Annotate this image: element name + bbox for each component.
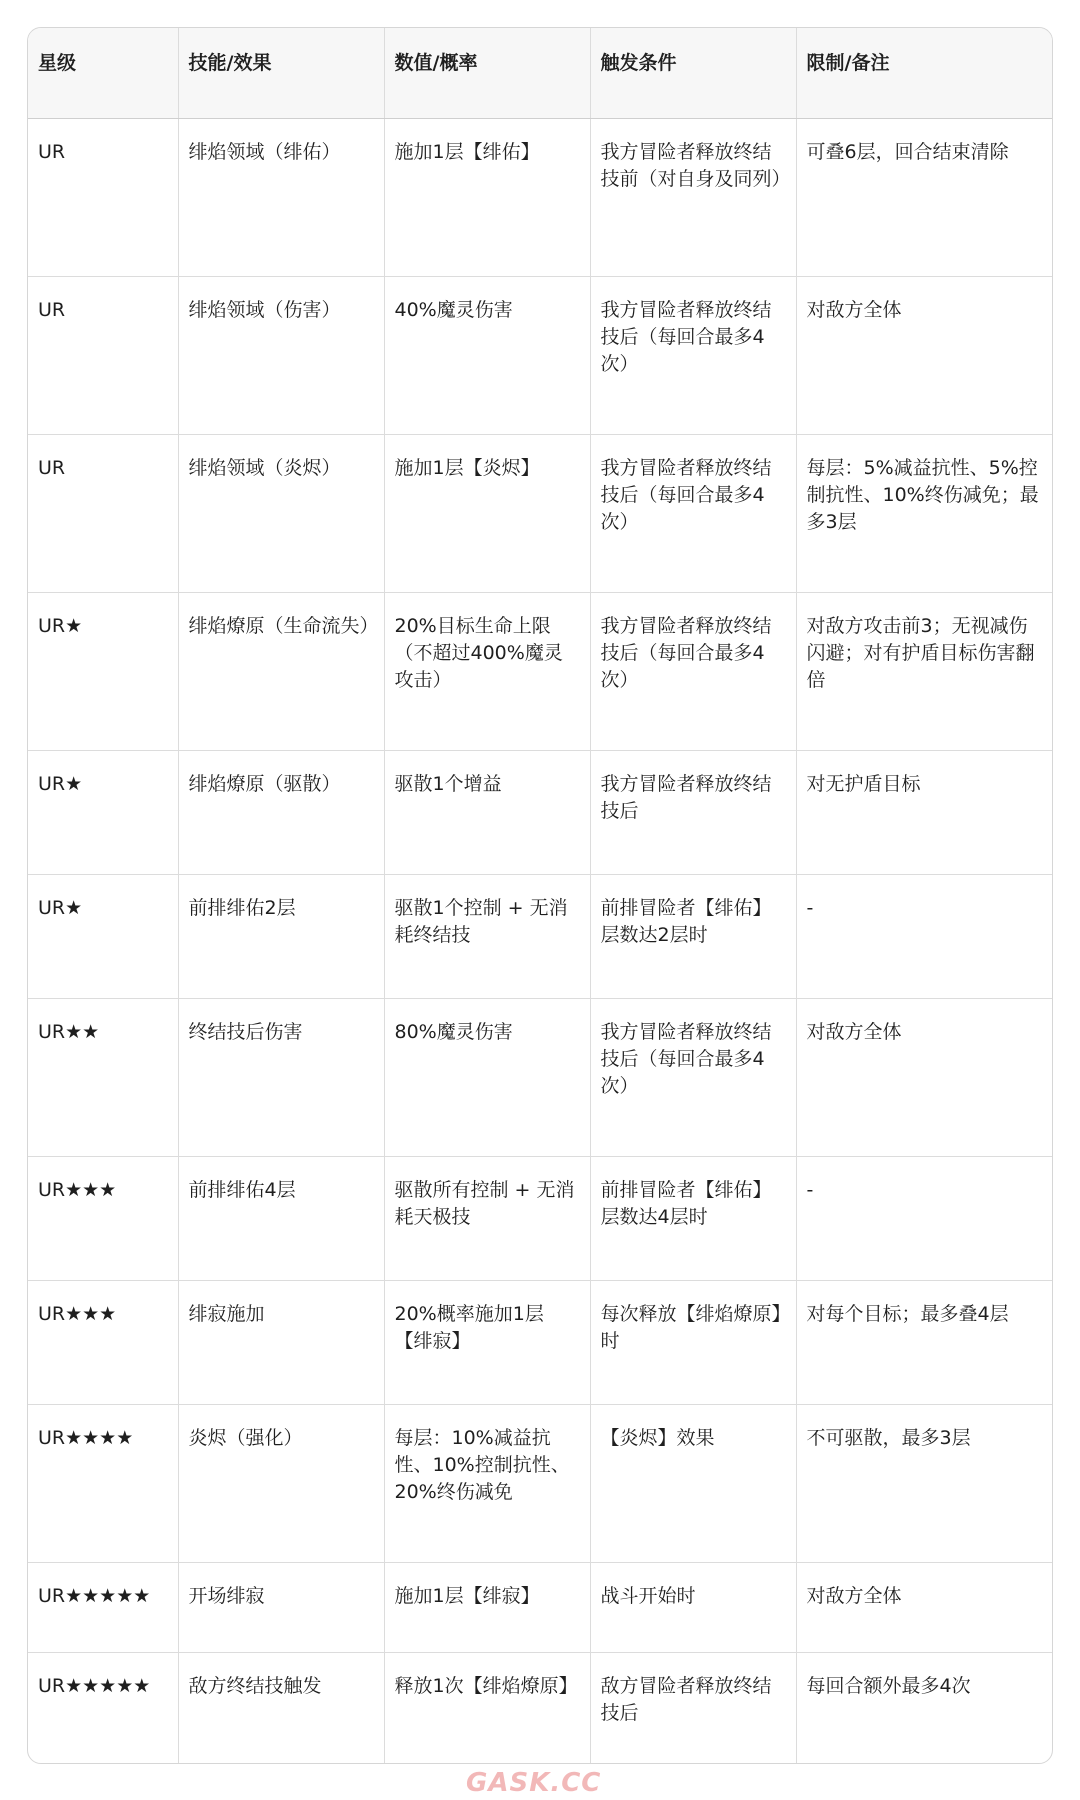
cell-trigger-condition: 敌方冒险者释放终结技后 — [590, 1652, 796, 1764]
cell-trigger-condition: 前排冒险者【绯佑】层数达4层时 — [590, 1156, 796, 1280]
site-watermark: GASK.CC — [466, 1768, 602, 1798]
cell-star-level: UR — [28, 276, 178, 434]
cell-skill-effect: 前排绯佑2层 — [178, 874, 384, 998]
cell-star-level: UR★★★★ — [28, 1404, 178, 1562]
cell-star-level: UR★★★ — [28, 1156, 178, 1280]
cell-trigger-condition: 我方冒险者释放终结技后（每回合最多4次） — [590, 998, 796, 1156]
table-header-row — [28, 28, 1053, 118]
cell-trigger-condition: 前排冒险者【绯佑】层数达2层时 — [590, 874, 796, 998]
cell-skill-effect: 绯寂施加 — [178, 1280, 384, 1404]
cell-trigger-condition: 我方冒险者释放终结技后 — [590, 750, 796, 874]
cell-value-probability: 施加1层【绯佑】 — [384, 118, 590, 276]
cell-limit-notes: - — [796, 1156, 1053, 1280]
cell-value-probability: 80%魔灵伤害 — [384, 998, 590, 1156]
cell-trigger-condition: 【炎烬】效果 — [590, 1404, 796, 1562]
cell-skill-effect: 开场绯寂 — [178, 1562, 384, 1652]
cell-skill-effect: 前排绯佑4层 — [178, 1156, 384, 1280]
table-row — [28, 1156, 1053, 1280]
cell-limit-notes: - — [796, 874, 1053, 998]
cell-star-level: UR — [28, 118, 178, 276]
cell-star-level: UR★★★★★ — [28, 1562, 178, 1652]
cell-value-probability: 施加1层【炎烬】 — [384, 434, 590, 592]
cell-skill-effect: 终结技后伤害 — [178, 998, 384, 1156]
cell-trigger-condition: 我方冒险者释放终结技后（每回合最多4次） — [590, 276, 796, 434]
cell-limit-notes: 对敌方全体 — [796, 276, 1053, 434]
cell-value-probability: 驱散所有控制 + 无消耗天极技 — [384, 1156, 590, 1280]
cell-skill-effect: 敌方终结技触发 — [178, 1652, 384, 1764]
header-skill-effect: 技能/效果 — [178, 28, 384, 118]
table-row — [28, 592, 1053, 750]
header-trigger-condition: 触发条件 — [590, 28, 796, 118]
table-row — [28, 434, 1053, 592]
cell-value-probability: 施加1层【绯寂】 — [384, 1562, 590, 1652]
cell-value-probability: 20%概率施加1层【绯寂】 — [384, 1280, 590, 1404]
header-limit-notes: 限制/备注 — [796, 28, 1053, 118]
cell-limit-notes: 可叠6层，回合结束清除 — [796, 118, 1053, 276]
cell-trigger-condition: 我方冒险者释放终结技后（每回合最多4次） — [590, 592, 796, 750]
cell-star-level: UR★ — [28, 874, 178, 998]
cell-value-probability: 驱散1个控制 + 无消耗终结技 — [384, 874, 590, 998]
cell-star-level: UR★ — [28, 750, 178, 874]
cell-skill-effect: 炎烬（强化） — [178, 1404, 384, 1562]
cell-value-probability: 20%目标生命上限（不超过400%魔灵攻击） — [384, 592, 590, 750]
cell-value-probability: 40%魔灵伤害 — [384, 276, 590, 434]
table-row — [28, 1280, 1053, 1404]
table-row — [28, 1404, 1053, 1562]
header-star-level: 星级 — [28, 28, 178, 118]
table-row — [28, 750, 1053, 874]
table-row — [28, 998, 1053, 1156]
cell-limit-notes: 不可驱散，最多3层 — [796, 1404, 1053, 1562]
cell-limit-notes: 每回合额外最多4次 — [806, 1674, 971, 1697]
cell-limit-notes: 对敌方全体 — [796, 998, 1053, 1156]
table-row — [28, 1562, 1053, 1652]
skill-table-container — [27, 27, 1053, 1764]
table-row — [28, 874, 1053, 998]
cell-limit-notes: 对每个目标；最多叠4层 — [796, 1280, 1053, 1404]
cell-skill-effect: 绯焰燎原（生命流失） — [178, 592, 384, 750]
cell-limit-notes: 对无护盾目标 — [796, 750, 1053, 874]
cell-skill-effect: 绯焰领域（伤害） — [178, 276, 384, 434]
table-row — [28, 1652, 1053, 1764]
table-row — [28, 118, 1053, 276]
cell-star-level: UR★★★ — [28, 1280, 178, 1404]
skill-table — [28, 28, 1053, 1764]
cell-value-probability: 驱散1个增益 — [384, 750, 590, 874]
cell-star-level: UR★ — [28, 592, 178, 750]
cell-star-level: UR★★ — [28, 998, 178, 1156]
cell-trigger-condition: 每次释放【绯焰燎原】时 — [590, 1280, 796, 1404]
cell-star-level: UR★★★★★ — [28, 1652, 178, 1764]
cell-limit-notes: 对敌方全体 — [796, 1562, 1053, 1652]
cell-value-probability: 释放1次【绯焰燎原】 — [384, 1652, 590, 1764]
header-value-probability: 数值/概率 — [384, 28, 590, 118]
cell-value-probability: 每层：10%减益抗性、10%控制抗性、20%终伤减免 — [384, 1404, 590, 1562]
cell-skill-effect: 绯焰燎原（驱散） — [178, 750, 384, 874]
cell-trigger-condition: 我方冒险者释放终结技前（对自身及同列） — [590, 118, 796, 276]
cell-skill-effect: 绯焰领域（绯佑） — [178, 118, 384, 276]
cell-limit-notes: 每层：5%减益抗性、5%控制抗性、10%终伤减免；最多3层 — [796, 434, 1053, 592]
cell-trigger-condition: 我方冒险者释放终结技后（每回合最多4次） — [590, 434, 796, 592]
cell-limit-notes: 对敌方攻击前3；无视减伤闪避；对有护盾目标伤害翻倍 — [796, 592, 1053, 750]
cell-skill-effect: 绯焰领域（炎烬） — [178, 434, 384, 592]
table-row — [28, 276, 1053, 434]
cell-trigger-condition: 战斗开始时 — [590, 1562, 796, 1652]
cell-star-level: UR — [28, 434, 178, 592]
